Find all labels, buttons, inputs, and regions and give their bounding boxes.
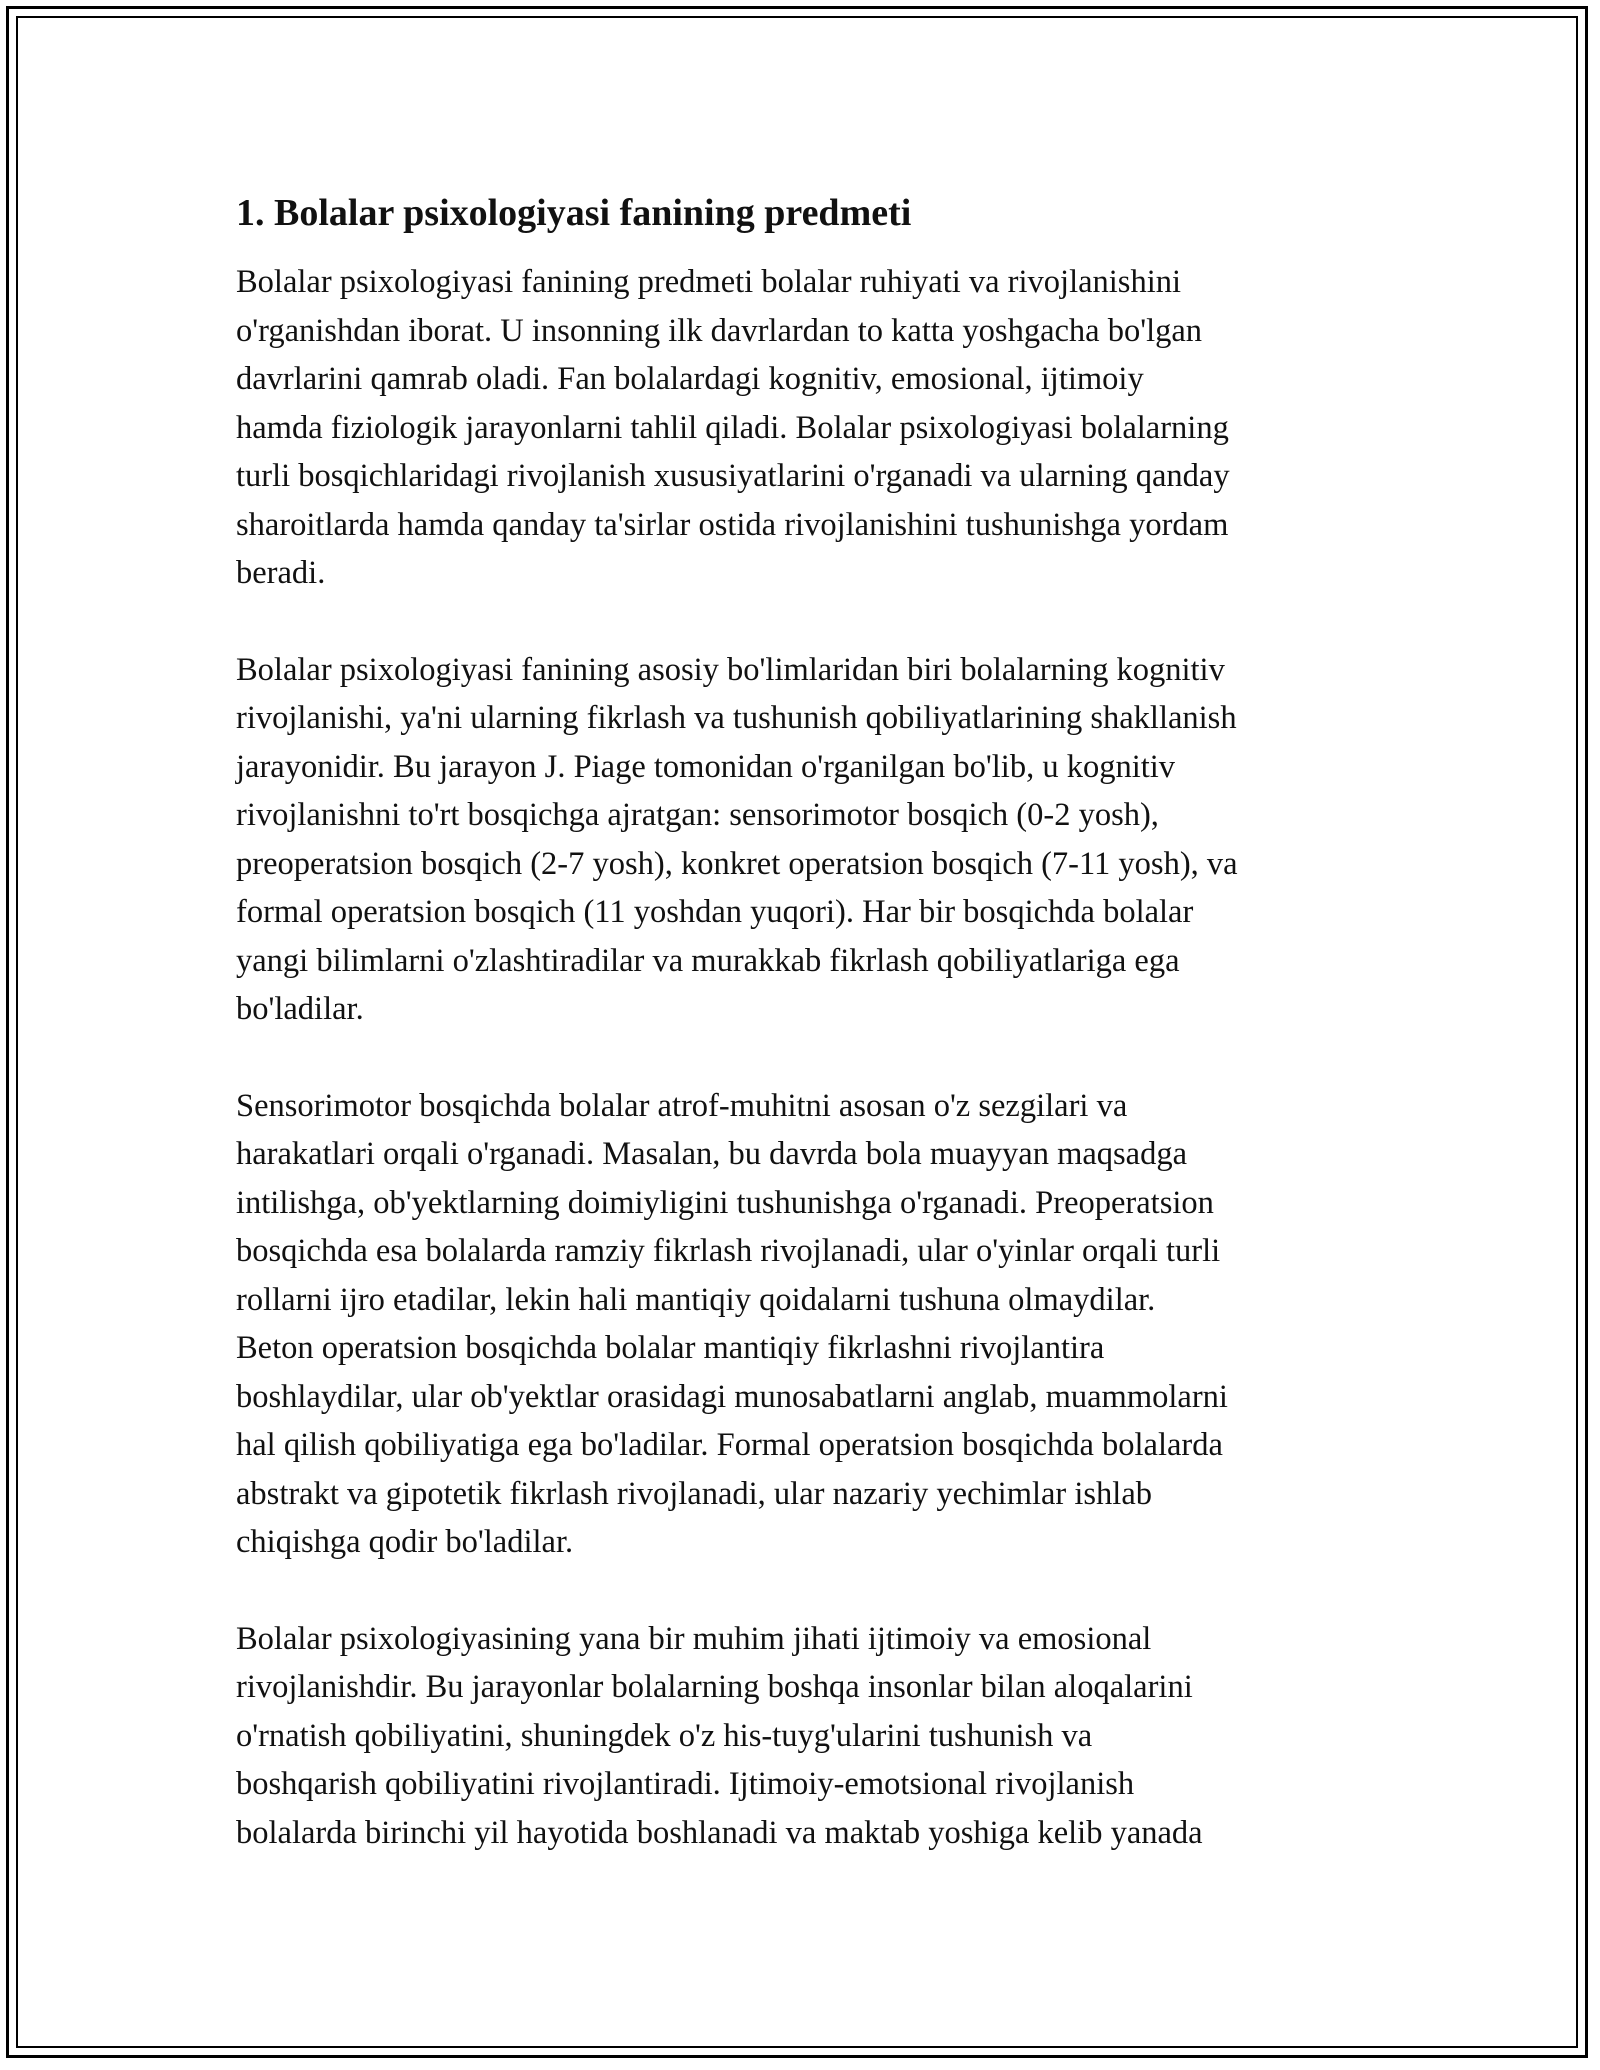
text-line: rivojlanishdir. Bu jarayonlar bolalarning boshqa insonlar bilan aloqalarini	[236, 1669, 1193, 1705]
paragraph-3	[236, 1082, 1366, 1567]
text-line: Bolalar psixologiyasi fanining predmeti bolalar ruhiyati va rivojlanishini	[236, 264, 1182, 300]
text-line: harakatlari orqali o'rganadi. Masalan, bu davrda bola muayyan maqsadga	[236, 1136, 1188, 1172]
text-line: jarayonidir. Bu jarayon J. Piage tomonidan o'rganilgan bo'lib, u kognitiv	[236, 748, 1176, 785]
text-line: bolalarda birinchi yil hayotida boshlanadi va maktab yoshiga kelib yanada	[236, 1814, 1203, 1851]
text-line: hal qilish qobiliyatiga ega bo'ladilar. Formal operatsion bosqichda bolalarda	[236, 1427, 1223, 1463]
text-line: sharoitlarda hamda qanday ta'sirlar ostida rivojlanishini tushunishga yordam	[236, 506, 1229, 543]
section-heading: 1. Bolalar psixologiyasi fanining predmeti	[236, 192, 912, 234]
text-line: bosqichda esa bolalarda ramziy fikrlash rivojlanadi, ular o'yinlar orqali turli	[236, 1233, 1221, 1269]
text-line: formal operatsion bosqich (11 yoshdan yuqori). Har bir bosqichda bolalar	[236, 894, 1194, 930]
text-line: Bolalar psixologiyasining yana bir muhim jihati ijtimoiy va emosional	[236, 1620, 1152, 1657]
text-line: Bolalar psixologiyasi fanining asosiy bo'limlaridan biri bolalarning kognitiv	[236, 651, 1225, 688]
text-line: boshlaydilar, ular ob'yektlar orasidagi munosabatlarni anglab, muammolarni	[236, 1378, 1228, 1415]
text-line: rivojlanishi, ya'ni ularning fikrlash va tushunish qobiliyatlarining shakllanish	[236, 700, 1237, 736]
paragraph-1	[236, 258, 1366, 598]
text-line: rivojlanishni to'rt bosqichga ajratgan: sensorimotor bosqich (0-2 yosh),	[236, 797, 1159, 833]
text-line: chiqishga qodir bo'ladilar.	[236, 1524, 574, 1560]
text-line: Sensorimotor bosqichda bolalar atrof-muhitni asosan o'z sezgilari va	[236, 1087, 1128, 1124]
text-line: abstrakt va gipotetik fikrlash rivojlanadi, ular nazariy yechimlar ishlab	[236, 1475, 1153, 1512]
paragraph-2	[236, 646, 1366, 1034]
text-line: beradi.	[236, 555, 326, 591]
text-line: hamda fiziologik jarayonlarni tahlil qiladi. Bolalar psixologiyasi bolalarning	[236, 409, 1229, 446]
text-line: Beton operatsion bosqichda bolalar mantiqiy fikrlashni rivojlantira	[236, 1330, 1105, 1366]
text-line: preoperatsion bosqich (2-7 yosh), konkret operatsion bosqich (7-11 yosh), va	[236, 845, 1238, 882]
text-line: intilishga, ob'yektlarning doimiyligini tushunishga o'rganadi. Preoperatsion	[236, 1184, 1214, 1221]
paragraph-4	[236, 1615, 1366, 1858]
text-line: davrlarini qamrab oladi. Fan bolalardagi kognitiv, emosional, ijtimoiy	[236, 361, 1144, 397]
document-body	[236, 188, 1366, 1905]
text-line: o'rnatish qobiliyatini, shuningdek o'z his-tuyg'ularini tushunish va	[236, 1717, 1093, 1754]
text-line: boshqarish qobiliyatini rivojlantiradi. Ijtimoiy-emotsional rivojlanish	[236, 1766, 1135, 1802]
text-line: turli bosqichlaridagi rivojlanish xususiyatlarini o'rganadi va ularning qanday	[236, 458, 1230, 494]
text-line: yangi bilimlarni o'zlashtiradilar va murakkab fikrlash qobiliyatlariga ega	[236, 942, 1180, 979]
text-line: rollarni ijro etadilar, lekin hali mantiqiy qoidalarni tushuna olmaydilar.	[236, 1281, 1156, 1318]
text-line: o'rganishdan iborat. U insonning ilk davrlardan to katta yoshgacha bo'lgan	[236, 312, 1203, 349]
text-line: bo'ladilar.	[236, 991, 364, 1027]
